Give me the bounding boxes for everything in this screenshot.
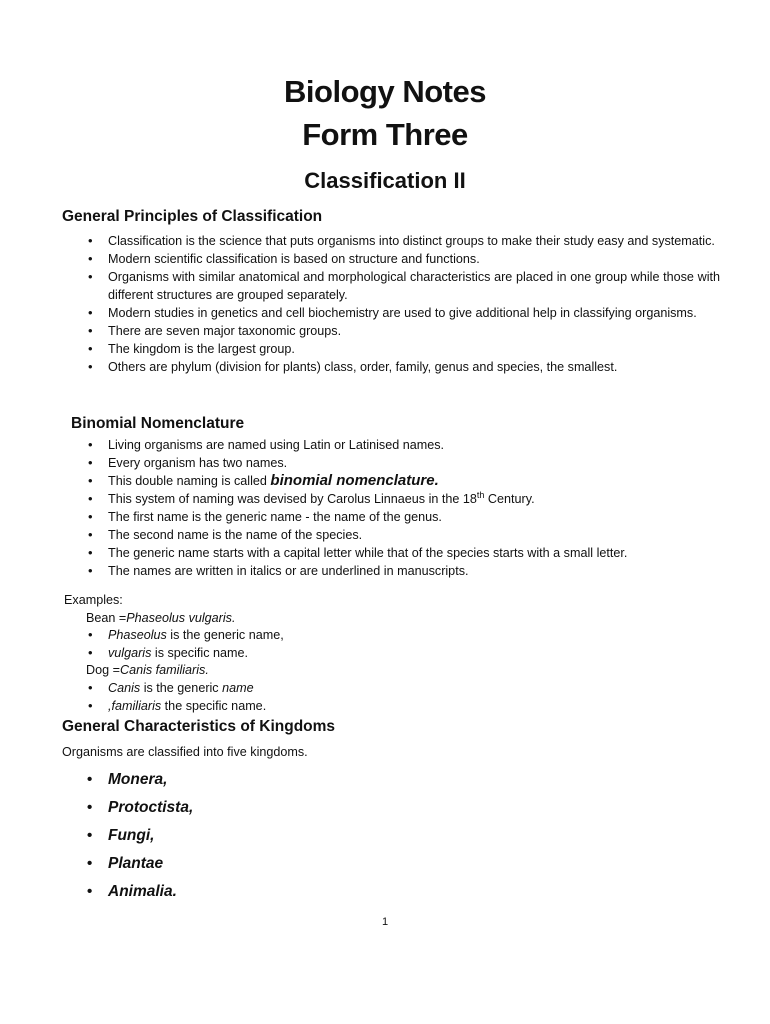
section-heading-principles: General Principles of Classification (62, 208, 323, 225)
principles-list (84, 232, 720, 376)
bullet-icon: • (88, 437, 93, 452)
page-number: 1 (381, 916, 389, 928)
bullet-icon: • (88, 545, 93, 560)
bullet-icon: • (88, 509, 93, 524)
bullet-icon: • (88, 323, 93, 338)
kingdoms-intro: Organisms are classified into five kingdoms. (62, 745, 308, 759)
list-item: • Organisms with similar anatomical and morphological characteristics are placed in one group while those with different structures are grouped separately. (88, 269, 720, 302)
list-item: • Canis is the generic name (88, 680, 254, 695)
bullet-icon: • (87, 799, 93, 816)
document-subtitle: Classification II (304, 168, 466, 193)
list-item: • This double naming is called binomial nomenclature. (88, 472, 439, 489)
list-item: • Animalia. (84, 880, 193, 908)
bullet-icon: • (88, 645, 93, 660)
bean-list (84, 626, 284, 662)
bullet-icon: • (87, 827, 93, 844)
list-item: • The second name is the name of the species. (88, 527, 363, 542)
list-item: • The first name is the generic name - the name of the genus. (88, 509, 442, 524)
example-dog: Dog =Canis familiaris. (86, 663, 209, 677)
list-item: • Fungi, (84, 824, 193, 852)
bullet-icon: • (88, 359, 93, 374)
dog-list (84, 679, 266, 715)
list-item: • The names are written in italics or are underlined in manuscripts. (88, 563, 469, 578)
list-item: • Monera, (84, 768, 193, 796)
list-item: • ,familiaris the specific name. (88, 698, 267, 713)
list-item: • There are seven major taxonomic groups. (88, 323, 342, 338)
section-heading-binomial: Binomial Nomenclature (71, 415, 245, 432)
list-item: • Modern studies in genetics and cell biochemistry are used to give additional help in classifying organisms. (88, 305, 697, 320)
list-item: • This system of naming was devised by Carolus Linnaeus in the 18th Century. (88, 490, 535, 506)
examples-label: Examples: (64, 593, 123, 607)
section-heading-kingdoms: General Characteristics of Kingdoms (62, 718, 336, 735)
bullet-icon: • (88, 563, 93, 578)
list-item: • Every organism has two names. (88, 455, 288, 470)
list-item: • Classification is the science that puts organisms into distinct groups to make their study easy and systematic. (88, 233, 715, 248)
list-item: • Protoctista, (84, 796, 193, 824)
bullet-icon: • (88, 269, 93, 284)
bullet-icon: • (88, 233, 93, 248)
binomial-list (84, 436, 720, 580)
bullet-icon: • (87, 771, 93, 788)
binomial-term: binomial nomenclature. (270, 472, 439, 489)
list-item: • Living organisms are named using Latin or Latinised names. (88, 437, 445, 452)
document-title: Biology Notes (284, 74, 486, 109)
bullet-icon: • (87, 883, 93, 900)
list-item: • Others are phylum (division for plants) class, order, family, genus and species, the smallest. (88, 359, 618, 374)
bullet-icon: • (88, 698, 93, 713)
list-item: • Plantae (84, 852, 193, 880)
list-item: • The kingdom is the largest group. (88, 341, 295, 356)
bullet-icon: • (87, 855, 93, 872)
list-item: • Modern scientific classification is based on structure and functions. (88, 251, 480, 266)
bullet-icon: • (88, 251, 93, 266)
list-item: • Phaseolus is the generic name, (88, 627, 284, 642)
bullet-icon: • (88, 455, 93, 470)
kingdoms-list (84, 768, 193, 908)
document-title-line2: Form Three (302, 117, 468, 152)
list-item: • vulgaris is specific name. (88, 645, 248, 660)
bullet-icon: • (88, 473, 93, 488)
bullet-icon: • (88, 680, 93, 695)
list-item: • The generic name starts with a capital letter while that of the species starts with a small letter. (88, 545, 628, 560)
bullet-icon: • (88, 491, 93, 506)
bullet-icon: • (88, 305, 93, 320)
bullet-icon: • (88, 527, 93, 542)
bullet-icon: • (88, 341, 93, 356)
example-bean: Bean =Phaseolus vulgaris. (86, 611, 236, 625)
bullet-icon: • (88, 627, 93, 642)
